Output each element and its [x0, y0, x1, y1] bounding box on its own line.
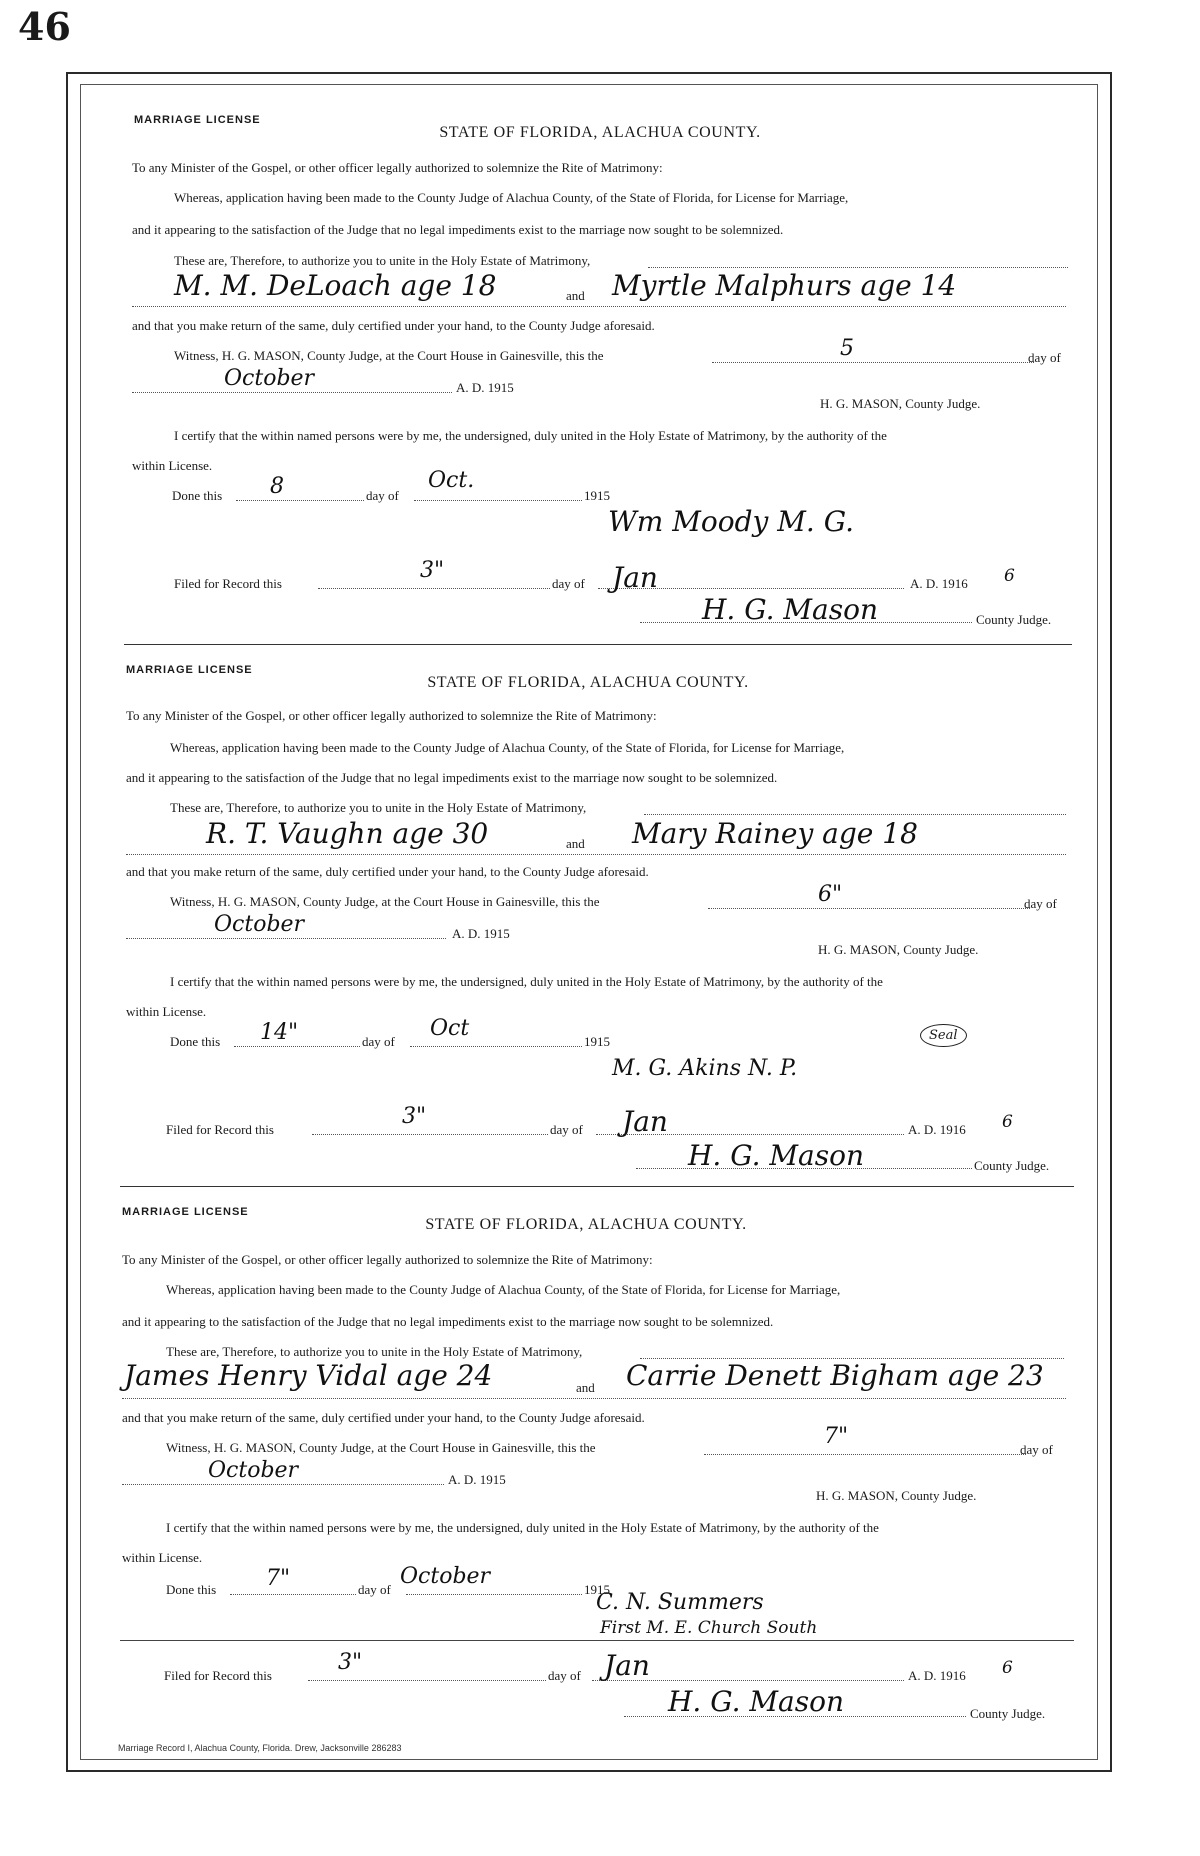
- section-divider: [120, 1186, 1074, 1187]
- dotted-line: [122, 1398, 1066, 1399]
- certify-line-2: within License.: [122, 1550, 203, 1565]
- dotted-line: [122, 1484, 444, 1485]
- return-text: and that you make return of the same, duly certified under your hand, to the County Judge aforesaid.: [126, 864, 649, 879]
- witness-text: Witness, H. G. MASON, County Judge, at the Court House in Gainesville, this the: [170, 894, 600, 909]
- judge-handwritten-signature: H. G. Mason: [688, 1139, 865, 1172]
- groom-name: R. T. Vaughn age 30: [206, 817, 489, 850]
- filed-year-digit: 6: [1004, 566, 1015, 586]
- judge-signature-text: H. G. MASON, County Judge.: [818, 942, 979, 957]
- section-divider: [124, 644, 1072, 645]
- witness-day: 6": [818, 882, 843, 907]
- license-label: MARRIAGE LICENSE: [122, 1206, 249, 1218]
- done-month: Oct: [430, 1016, 470, 1041]
- and-text: and: [566, 288, 585, 303]
- dotted-line: [132, 392, 452, 393]
- authorize-text: These are, Therefore, to authorize you to unite in the Holy Estate of Matrimony,: [174, 253, 591, 268]
- page-number: 46: [18, 4, 71, 49]
- judge-handwritten-signature: H. G. Mason: [668, 1685, 845, 1718]
- bride-name: Mary Rainey age 18: [632, 817, 918, 850]
- day-of-text: day of: [362, 1034, 395, 1049]
- whereas-line-1: Whereas, application having been made to the County Judge of Alachua County, of the State of Florida, for License for Marriage,: [174, 190, 849, 205]
- ad-1916-text: A. D. 1916: [910, 576, 968, 591]
- dotted-line: [234, 1046, 360, 1047]
- filed-year-digit: 6: [1002, 1658, 1013, 1678]
- officiant-signature: M. G. Akins N. P.: [612, 1056, 798, 1081]
- county-judge-text: County Judge.: [976, 612, 1052, 627]
- filed-month: Jan: [622, 1105, 668, 1138]
- dotted-line: [410, 1046, 582, 1047]
- return-text: and that you make return of the same, duly certified under your hand, to the County Judge aforesaid.: [132, 318, 655, 333]
- day-of-text: day of: [552, 576, 585, 591]
- witness-text: Witness, H. G. MASON, County Judge, at the Court House in Gainesville, this the: [174, 348, 604, 363]
- ad-year-text: A. D. 1915: [456, 380, 514, 395]
- dotted-line: [712, 362, 1034, 363]
- salutation: To any Minister of the Gospel, or other officer legally authorized to solemnize the Rite of Matrimony:: [126, 708, 657, 723]
- groom-name: M. M. DeLoach age 18: [174, 269, 497, 302]
- witness-day: 5: [840, 336, 854, 361]
- whereas-line-2: and it appearing to the satisfaction of the Judge that no legal impediments exist to the marriage now sought to be solemnized.: [122, 1314, 774, 1329]
- salutation: To any Minister of the Gospel, or other officer legally authorized to solemnize the Rite of Matrimony:: [132, 160, 663, 175]
- dotted-line: [308, 1680, 546, 1681]
- filed-text: Filed for Record this: [166, 1122, 274, 1137]
- witness-day: 7": [824, 1424, 849, 1449]
- whereas-line-2: and it appearing to the satisfaction of the Judge that no legal impediments exist to the marriage now sought to be solemnized.: [132, 222, 784, 237]
- section-divider: [120, 1640, 1074, 1641]
- dotted-line: [236, 500, 364, 501]
- license-label: MARRIAGE LICENSE: [126, 664, 253, 676]
- done-day: 7": [266, 1566, 291, 1591]
- officiant-signature: C. N. Summers: [596, 1590, 764, 1615]
- officiant-church: First M. E. Church South: [600, 1618, 818, 1638]
- filed-year-digit: 6: [1002, 1112, 1013, 1132]
- year-text: 1915: [584, 1582, 610, 1597]
- county-judge-text: County Judge.: [970, 1706, 1046, 1721]
- certify-line-1: I certify that the within named persons were by me, the undersigned, duly united in the Holy Estate of Matrimony, by the authority of the: [174, 428, 887, 443]
- judge-signature-text: H. G. MASON, County Judge.: [820, 396, 981, 411]
- dotted-line: [312, 1134, 548, 1135]
- year-text: 1915: [584, 488, 610, 503]
- ad-1916-text: A. D. 1916: [908, 1122, 966, 1137]
- done-day: 8: [270, 474, 284, 499]
- witness-month: October: [214, 912, 305, 937]
- dotted-line: [644, 814, 1066, 815]
- ad-year-text: A. D. 1915: [448, 1472, 506, 1487]
- seal-mark: Seal: [920, 1024, 967, 1047]
- day-of-text: day of: [358, 1582, 391, 1597]
- footer-note: Marriage Record I, Alachua County, Florida. Drew, Jacksonville 286283: [118, 1743, 402, 1753]
- and-text: and: [566, 836, 585, 851]
- filed-text: Filed for Record this: [174, 576, 282, 591]
- dotted-line: [126, 854, 1066, 855]
- marriage-license-1: [0, 0, 1200, 540]
- license-title: STATE OF FLORIDA, ALACHUA COUNTY.: [425, 1216, 747, 1233]
- done-this-text: Done this: [166, 1582, 217, 1597]
- whereas-line-1: Whereas, application having been made to the County Judge of Alachua County, of the State of Florida, for License for Marriage,: [166, 1282, 841, 1297]
- license-title: STATE OF FLORIDA, ALACHUA COUNTY.: [439, 124, 761, 141]
- witness-month: October: [224, 366, 315, 391]
- salutation: To any Minister of the Gospel, or other officer legally authorized to solemnize the Rite of Matrimony:: [122, 1252, 653, 1267]
- ad-1916-text: A. D. 1916: [908, 1668, 966, 1683]
- groom-name: James Henry Vidal age 24: [124, 1359, 493, 1392]
- whereas-line-1: Whereas, application having been made to the County Judge of Alachua County, of the State of Florida, for License for Marriage,: [170, 740, 845, 755]
- dotted-line: [704, 1454, 1026, 1455]
- dotted-line: [406, 1594, 582, 1595]
- done-month: October: [400, 1564, 491, 1589]
- dotted-line: [318, 588, 550, 589]
- witness-month: October: [208, 1458, 299, 1483]
- authorize-text: These are, Therefore, to authorize you to unite in the Holy Estate of Matrimony,: [166, 1344, 583, 1359]
- filed-month: Jan: [604, 1649, 650, 1682]
- witness-text: Witness, H. G. MASON, County Judge, at the Court House in Gainesville, this the: [166, 1440, 596, 1455]
- bride-name: Carrie Denett Bigham age 23: [626, 1359, 1044, 1392]
- dotted-line: [126, 938, 446, 939]
- day-of-text: day of: [548, 1668, 581, 1683]
- day-of-text: day of: [1028, 350, 1061, 365]
- county-judge-text: County Judge.: [974, 1158, 1050, 1173]
- certify-line-1: I certify that the within named persons were by me, the undersigned, duly united in the Holy Estate of Matrimony, by the authority of the: [166, 1520, 879, 1535]
- dotted-line: [230, 1594, 356, 1595]
- dotted-line: [132, 306, 1066, 307]
- day-of-text: day of: [1020, 1442, 1053, 1457]
- officiant-signature: Wm Moody M. G.: [608, 505, 854, 538]
- whereas-line-2: and it appearing to the satisfaction of the Judge that no legal impediments exist to the marriage now sought to be solemnized.: [126, 770, 778, 785]
- filed-day: 3": [420, 558, 445, 583]
- certify-line-2: within License.: [132, 458, 213, 473]
- filed-day: 3": [338, 1650, 363, 1675]
- dotted-line: [648, 267, 1068, 268]
- done-this-text: Done this: [170, 1034, 221, 1049]
- and-text: and: [576, 1380, 595, 1395]
- judge-handwritten-signature: H. G. Mason: [702, 593, 879, 626]
- done-this-text: Done this: [172, 488, 223, 503]
- license-label: MARRIAGE LICENSE: [134, 114, 261, 126]
- done-month: Oct.: [428, 468, 475, 493]
- dotted-line: [708, 908, 1030, 909]
- certify-line-2: within License.: [126, 1004, 207, 1019]
- filed-month: Jan: [612, 561, 658, 594]
- filed-day: 3": [402, 1104, 427, 1129]
- judge-signature-text: H. G. MASON, County Judge.: [816, 1488, 977, 1503]
- day-of-text: day of: [550, 1122, 583, 1137]
- day-of-text: day of: [1024, 896, 1057, 911]
- certify-line-1: I certify that the within named persons were by me, the undersigned, duly united in the Holy Estate of Matrimony, by the authority of the: [170, 974, 883, 989]
- year-text: 1915: [584, 1034, 610, 1049]
- return-text: and that you make return of the same, duly certified under your hand, to the County Judge aforesaid.: [122, 1410, 645, 1425]
- bride-name: Myrtle Malphurs age 14: [612, 269, 957, 302]
- ad-year-text: A. D. 1915: [452, 926, 510, 941]
- authorize-text: These are, Therefore, to authorize you to unite in the Holy Estate of Matrimony,: [170, 800, 587, 815]
- day-of-text: day of: [366, 488, 399, 503]
- done-day: 14": [260, 1020, 299, 1045]
- filed-text: Filed for Record this: [164, 1668, 272, 1683]
- license-title: STATE OF FLORIDA, ALACHUA COUNTY.: [427, 674, 749, 691]
- dotted-line: [414, 500, 582, 501]
